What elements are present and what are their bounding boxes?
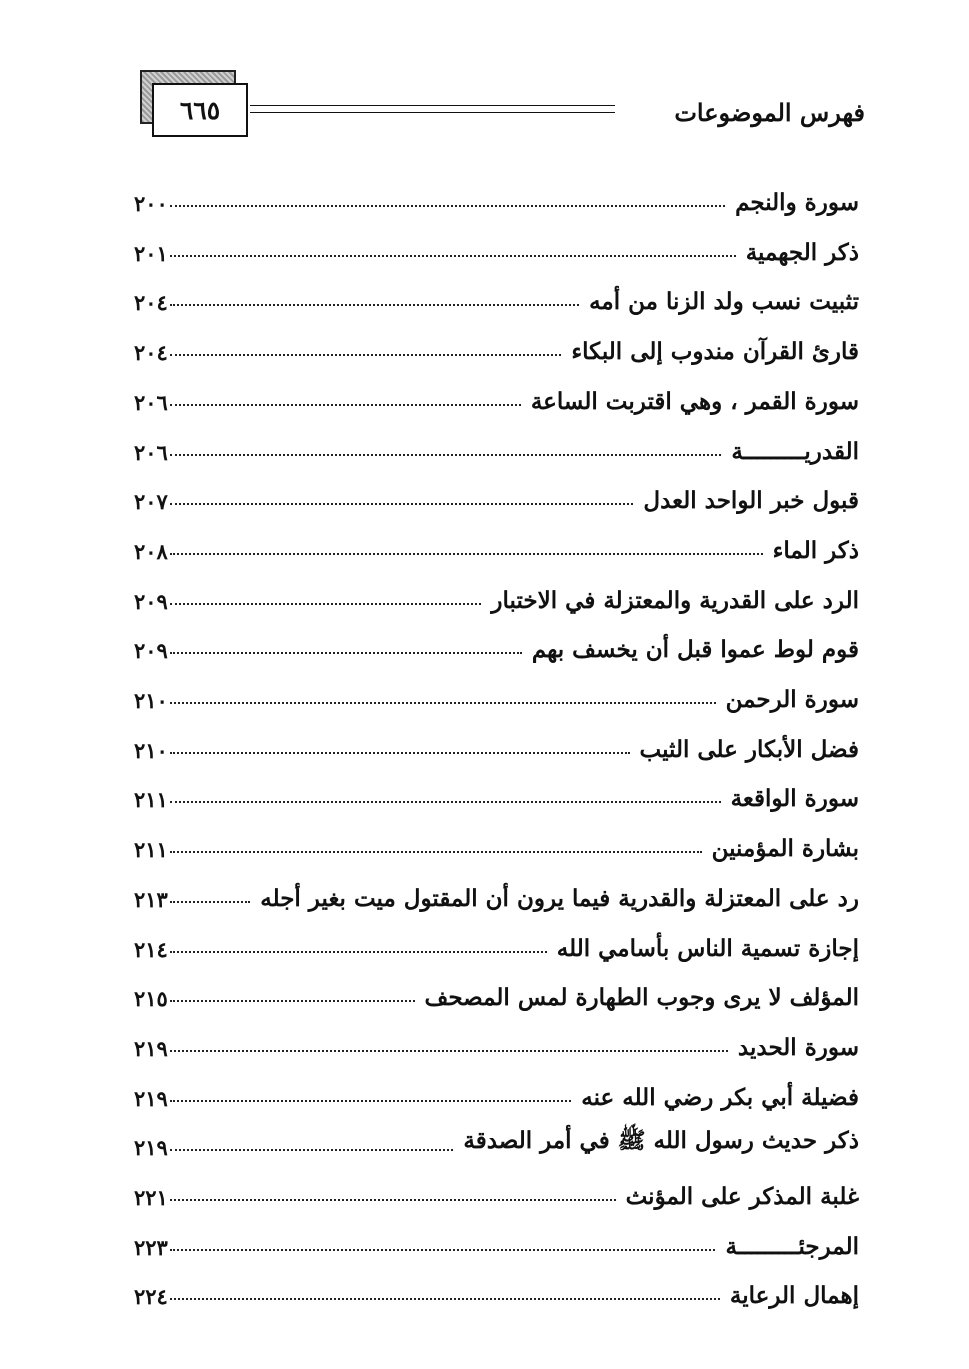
toc-entry-title: سورة الحديد [737,1033,859,1061]
toc-entry-title: ذكر الجهمية [745,238,859,266]
toc-entry-title: فضيلة أبي بكر رضي الله عنه [581,1083,859,1111]
toc-entry-page: ٢١١ [134,787,168,813]
toc-entry-page: ٢٠٠ [134,191,168,216]
toc-entry-page: ٢١٩ [134,1135,168,1161]
toc-entry [134,723,859,763]
toc-entry-title: رد على المعتزلة والقدرية فيما يرون أن المقتول ميت بغير أجله [260,884,859,912]
toc-entry-page: ٢١١ [134,837,168,863]
toc-entry-title: سورة الرحمن [725,686,859,713]
dot-leader [170,603,482,605]
toc-entry-title: فضل الأبكار على الثيب [639,735,859,763]
toc-entry [134,275,859,315]
dot-leader [170,255,736,257]
toc-entry-title: إهمال الرعاية [729,1282,859,1310]
dot-leader [170,304,579,306]
toc-entry-page: ٢٠٩ [134,638,168,664]
toc-entry [134,1269,859,1309]
page-number: ٦٦٥ [152,83,248,137]
toc-entry-title: سورة والنجم [735,189,859,216]
dot-leader [170,1050,728,1052]
toc-entry-page: ٢٠٤ [134,340,168,366]
toc-entry [134,375,859,415]
toc-entry [134,822,859,862]
dot-leader [170,901,250,903]
dot-leader [170,1249,716,1251]
toc-entry-page: ٢٠٧ [134,489,168,515]
dot-leader [170,404,521,406]
dot-leader [170,801,721,803]
dot-leader [170,205,725,207]
toc-entry [134,176,859,216]
dot-leader [170,454,722,456]
toc-entry [134,574,859,614]
toc-entry [134,922,859,962]
toc-entry-page: ٢٢٤ [134,1284,168,1310]
toc-entry-page: ٢٠٨ [134,538,168,564]
toc-entry-title: قارئ القرآن مندوب إلى البكاء [571,338,859,366]
dot-leader [170,702,716,704]
toc-entry [134,524,859,564]
toc-entry-title: قبول خبر الواحد العدل [643,487,859,515]
toc-entry-page: ٢١٩ [134,1085,168,1111]
toc-entry [134,425,859,465]
dot-leader [170,951,547,953]
dot-leader [170,1100,571,1102]
page-title: فهرس الموضوعات [674,98,865,127]
dot-leader [170,1000,415,1002]
toc-entry-page: ٢٠١ [134,240,168,266]
dot-leader [170,1199,616,1201]
toc-entry-page: ٢١٤ [134,936,168,962]
dot-leader [170,503,634,505]
toc-entry-page: ٢٠٤ [134,290,168,316]
toc-entry-title: المؤلف لا يرى وجوب الطهارة لمس المصحف [424,984,859,1012]
toc-entry [134,872,859,912]
dot-leader [170,354,561,356]
toc-entry-title: القدريـــــــــة [731,437,859,465]
toc-entry-page: ٢١٠ [134,688,168,713]
toc-entry [134,1220,859,1260]
toc-entry-title: غلبة المذكر على المؤنث [625,1183,859,1210]
toc-entry [134,226,859,266]
toc-entry [134,474,859,514]
dot-leader [170,851,702,853]
dot-leader [170,1149,454,1151]
toc-entry-title: إجازة تسمية الناس بأسامي الله [556,934,859,962]
toc-entry [134,623,859,663]
toc-entry-title: قوم لوط عموا قبل أن يخسف بهم [531,636,859,664]
dot-leader [170,1298,720,1300]
toc-entry [134,1021,859,1061]
toc-entry-title: ذكر الماء [772,536,859,564]
toc-entry-title: سورة الواقعة [730,785,859,813]
toc-entry-page: ٢٢٣ [134,1234,168,1260]
toc-entry [134,772,859,812]
toc-entry-title: تثبيت نسب ولد الزنا من أمه [589,288,859,316]
toc-entry-page: ٢١٥ [134,986,168,1012]
toc-entry [134,673,859,713]
toc-entry-title: سورة القمر ، وهي اقتربت الساعة [530,387,859,415]
toc-entry-page: ٢٢١ [134,1185,168,1210]
toc-entry-title: بشارة المؤمنين [711,835,859,863]
toc-entry [134,325,859,365]
toc-entry [134,1120,859,1160]
dot-leader [170,652,522,654]
toc-entry-title: المرجئـــــــــة [725,1232,859,1260]
toc-entry-page: ٢٠٦ [134,389,168,415]
toc-entry [134,971,859,1011]
toc-entry-page: ٢١٩ [134,1035,168,1061]
toc-entry-title: الرد على القدرية والمعتزلة في الاختبار [491,586,859,614]
toc-entry-page: ٢١٣ [134,886,168,912]
toc-entry-page: ٢١٠ [134,737,168,763]
dot-leader [170,752,630,754]
toc-entry-page: ٢٠٦ [134,439,168,465]
toc-entry-page: ٢٠٩ [134,588,168,614]
toc-entry-title: ذكر حديث رسول الله ﷺ في أمر الصدقة [463,1127,859,1155]
toc-entry [134,1071,859,1111]
dot-leader [170,553,763,555]
toc-entry [134,1170,859,1210]
